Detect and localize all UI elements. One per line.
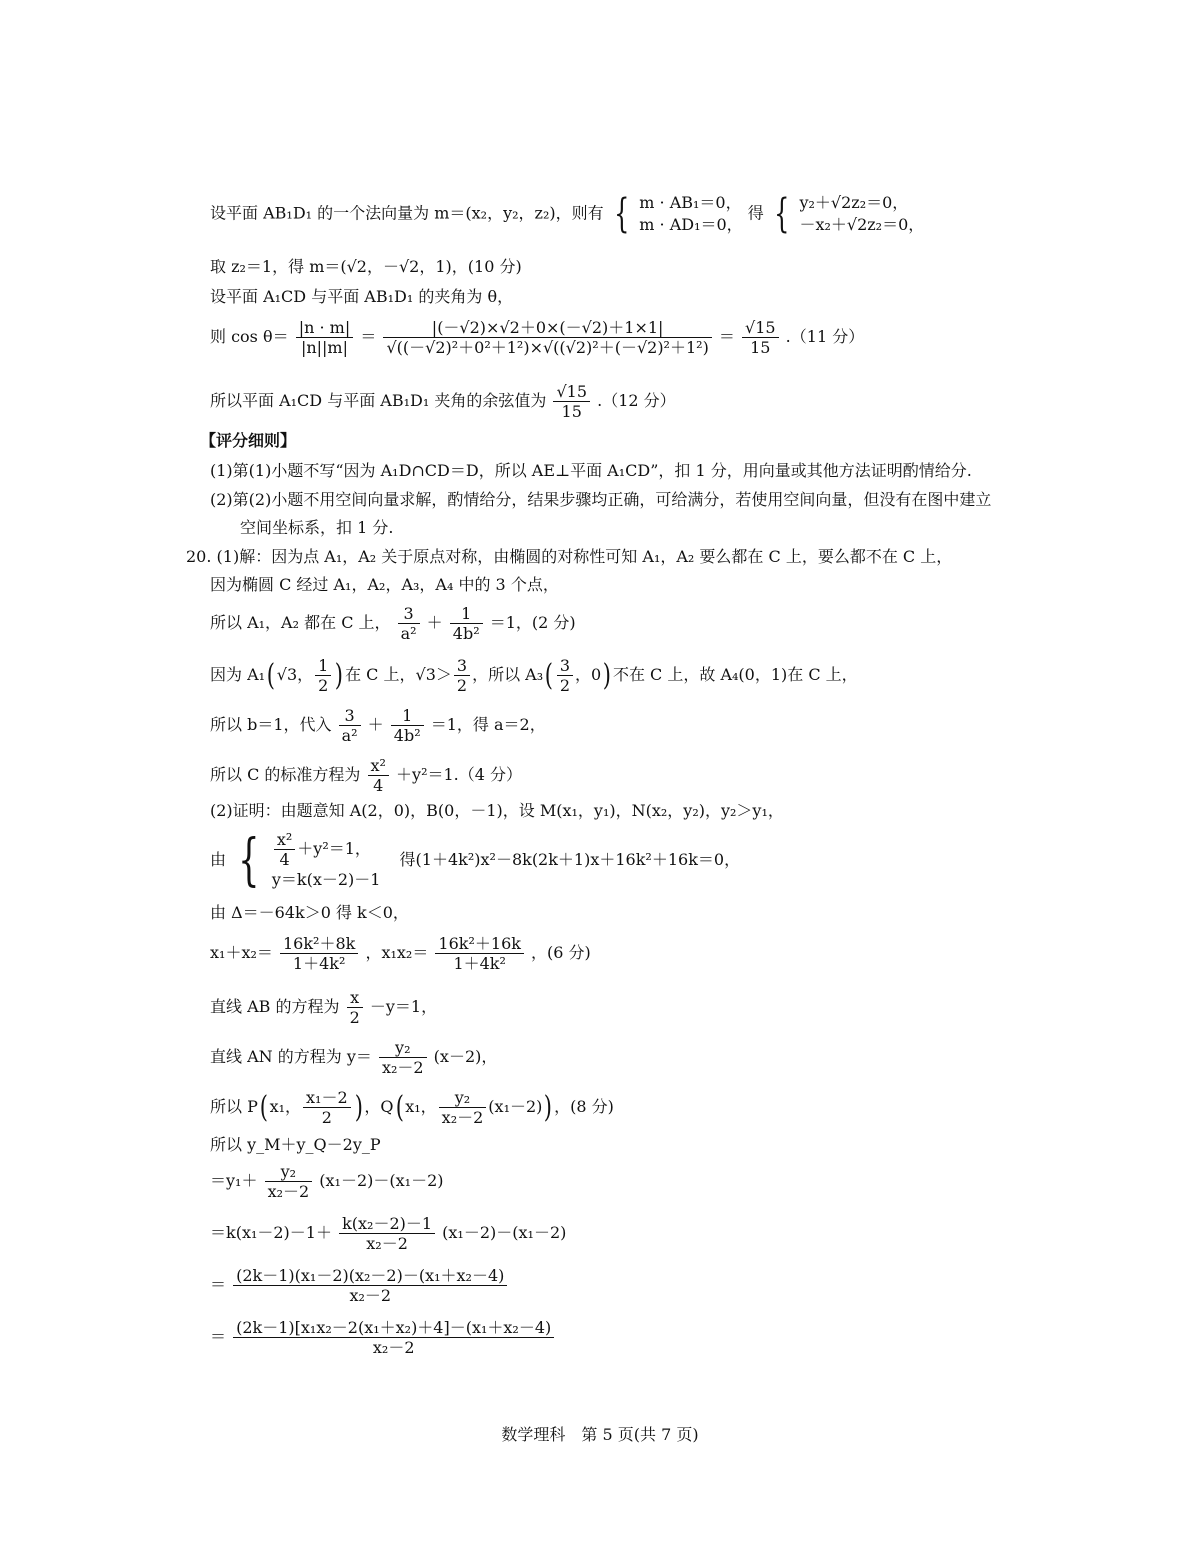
fraction (339, 1214, 435, 1253)
fraction (347, 988, 363, 1027)
equation (272, 830, 381, 869)
text: ＝k(x₁－2)－1＋ (210, 1223, 332, 1242)
text: √3， (276, 665, 314, 684)
paren: ) (544, 1089, 553, 1125)
text: 直线 AN 的方程为 y＝ (210, 1047, 372, 1066)
q20-line: 所以 y_M＋y_Q－2y_P (210, 1135, 381, 1154)
text: ＝ (210, 1327, 227, 1346)
rubric-item: 空间坐标系，扣 1 分. (240, 518, 394, 537)
q20-line (210, 827, 741, 893)
denominator: 1＋4k² (292, 954, 346, 973)
fraction (280, 934, 358, 973)
text: ＋ (367, 715, 384, 734)
numerator: |(－√2)×√2＋0×(－√2)＋1×1| (383, 318, 711, 338)
fraction (454, 656, 470, 695)
q20-line (210, 934, 591, 973)
numerator: (2k－1)(x₁－2)(x₂－2)－(x₁＋x₂－4) (233, 1266, 507, 1286)
equation: －x₂＋√2z₂＝0， (799, 215, 925, 234)
equation: m · AD₁＝0， (639, 215, 743, 234)
text: ，Q (364, 1097, 394, 1116)
brace: { (238, 827, 260, 893)
q20-line (210, 604, 576, 643)
text: ，所以 A₃ (472, 665, 544, 684)
rubric-item: (2)第(2)小题不用空间向量求解，酌情给分，结果步骤均正确，可给满分，若使用空间向量，但没有在图中建立 (210, 490, 992, 509)
conclusion-line (210, 382, 676, 421)
text: ＝1，(2 分) (489, 613, 576, 632)
text: .（12 分） (597, 391, 676, 410)
numerator: x (347, 988, 363, 1008)
text: 由 (210, 850, 227, 869)
numerator: k(x₂－2)－1 (339, 1214, 435, 1234)
numerator: 16k²＋16k (435, 934, 524, 954)
q20-line (210, 1162, 444, 1201)
rubric-item: (1)第(1)小题不写“因为 A₁D∩CD＝D，所以 AE⊥平面 A₁CD”，扣 1 分，用向量或其他方法证明酌情给分. (210, 461, 972, 480)
text: ，0 (575, 665, 602, 684)
text: ＋y²＝1.（4 分） (396, 765, 523, 784)
paren: ( (259, 1089, 268, 1125)
text: ＝ (360, 327, 377, 346)
text: ＋ (426, 613, 443, 632)
text: 在 C 上，√3＞ (345, 665, 452, 684)
text: ＝ (718, 327, 735, 346)
numerator: x² (274, 830, 295, 850)
text: .（11 分） (785, 327, 865, 346)
paren: ( (544, 657, 554, 693)
text: 则 cos θ＝ (210, 327, 289, 346)
q20-line: 由 Δ＝－64k＞0 得 k＜0， (210, 903, 409, 922)
text: 因为 A₁ (210, 665, 266, 684)
numerator: y₂ (265, 1162, 313, 1182)
paren: ) (354, 1089, 363, 1125)
fraction (233, 1318, 554, 1357)
denominator: x₂－2 (267, 1182, 310, 1201)
denominator: a² (341, 726, 358, 745)
fraction (296, 318, 354, 357)
denominator: 4b² (452, 624, 480, 643)
numerator: √15 (553, 382, 590, 402)
fraction (303, 1088, 351, 1127)
equation-system (272, 830, 381, 891)
denominator: 2 (318, 676, 329, 695)
denominator: a² (400, 624, 417, 643)
q20-line (210, 1266, 509, 1305)
denominator: 2 (456, 676, 468, 695)
fraction (439, 1088, 487, 1127)
numerator: y₂ (379, 1038, 427, 1058)
text: 得 (747, 203, 764, 223)
normal-vector-line (210, 192, 924, 236)
numerator: x² (368, 756, 389, 776)
fraction (265, 1162, 313, 1201)
text: 所以 P (210, 1097, 258, 1116)
text-line: 设平面 A₁CD 与平面 AB₁D₁ 的夹角为 θ， (210, 287, 514, 306)
text: 所以 b＝1，代入 (210, 715, 332, 734)
denominator: 4 (279, 850, 290, 869)
q20-line (210, 1088, 614, 1127)
fraction (435, 934, 524, 973)
denominator: 4b² (393, 726, 421, 745)
denominator: 2 (349, 1008, 360, 1027)
brace: { (613, 191, 630, 237)
text: 所以 A₁，A₂ 都在 C 上， (210, 613, 391, 632)
denominator: x₂－2 (349, 1286, 392, 1305)
brace: { (773, 191, 790, 237)
q20-line (210, 1214, 566, 1253)
text: x₁， (405, 1097, 437, 1116)
fraction (553, 382, 590, 421)
denominator: √((－√2)²＋0²＋1²)×√((√2)²＋(－√2)²＋1²) (386, 338, 709, 357)
numerator: 3 (557, 656, 573, 676)
fraction (379, 1038, 427, 1077)
text: －y＝1， (369, 997, 438, 1016)
q20-line: (2)证明：由题意知 A(2，0)，B(0，－1)，设 M(x₁，y₁)，N(x₂，y₂)，y₂＞y₁， (210, 801, 784, 820)
fraction (557, 656, 573, 695)
equation: y＝k(x－2)－1 (271, 870, 381, 889)
denominator: 4 (373, 776, 384, 795)
equation-system (799, 192, 924, 236)
numerator: y₂ (439, 1088, 487, 1108)
text: (x－2)， (433, 1047, 498, 1066)
text: 不在 C 上，故 A₄(0，1)在 C 上， (612, 665, 858, 684)
equation-system (639, 192, 742, 236)
q20-line (210, 988, 437, 1027)
denominator: x₂－2 (441, 1108, 484, 1127)
text: ＝ (210, 1275, 227, 1294)
q20-line (210, 656, 858, 695)
q20-line: 因为椭圆 C 经过 A₁，A₂，A₃，A₄ 中的 3 个点， (210, 575, 559, 594)
text: ，x₁x₂＝ (365, 943, 429, 962)
text-line: 取 z₂＝1，得 m＝(√2，－√2，1)，(10 分) (210, 257, 522, 276)
paren: ) (602, 657, 612, 693)
denominator: 1＋4k² (453, 954, 506, 973)
text: 所以平面 A₁CD 与平面 AB₁D₁ 夹角的余弦值为 (210, 391, 547, 410)
fraction (450, 604, 483, 643)
text: ＋y²＝1， (297, 839, 371, 858)
text: ，(6 分) (531, 943, 591, 962)
text: x₁＋x₂＝ (210, 943, 273, 962)
numerator: 16k²＋8k (280, 934, 358, 954)
fraction (368, 756, 389, 795)
q20-line (210, 1318, 556, 1357)
denominator: x₂－2 (366, 1234, 408, 1253)
denominator: 2 (559, 676, 571, 695)
rubric-title: 【评分细则】 (200, 431, 297, 450)
text: (x₁－2)－(x₁－2) (319, 1171, 444, 1190)
q20-line (210, 706, 546, 745)
numerator: 3 (454, 656, 470, 676)
text: 所以 C 的标准方程为 (210, 765, 361, 784)
text: ，(8 分) (554, 1097, 614, 1116)
fraction (383, 318, 711, 357)
equation: y₂＋√2z₂＝0， (799, 193, 909, 212)
text: (x₁－2) (488, 1097, 543, 1116)
text: (x₁－2)－(x₁－2) (442, 1223, 567, 1242)
fraction (274, 830, 295, 869)
paren: ( (395, 1089, 404, 1125)
text: 设平面 AB₁D₁ 的一个法向量为 m＝(x₂，y₂，z₂)，则有 (210, 203, 604, 223)
page-footer: 数学理科 第 5 页(共 7 页) (501, 1425, 699, 1444)
numerator: 3 (398, 604, 420, 624)
text: 得(1＋4k²)x²－8k(2k＋1)x＋16k²＋16k＝0， (399, 850, 741, 869)
q20-line (210, 1038, 497, 1077)
paren: ( (266, 657, 276, 693)
numerator: |n · m| (296, 318, 354, 338)
q20-line: 20. (1)解：因为点 A₁，A₂ 关于原点对称，由椭圆的对称性可知 A₁，A₂ 要么都在 C 上，要么都不在 C 上， (186, 547, 953, 566)
denominator: 15 (561, 402, 582, 421)
numerator: 1 (315, 656, 331, 676)
fraction (233, 1266, 507, 1305)
numerator: 3 (339, 706, 361, 726)
fraction (339, 706, 361, 745)
numerator: 1 (391, 706, 424, 726)
denominator: x₂－2 (372, 1338, 415, 1357)
equation: m · AB₁＝0， (639, 193, 742, 212)
text: ＝1，得 a＝2， (430, 715, 546, 734)
fraction (398, 604, 420, 643)
q20-line (210, 756, 522, 795)
denominator: x₂－2 (381, 1058, 424, 1077)
paren: ) (335, 657, 344, 693)
cos-formula-line (210, 318, 864, 357)
denominator: |n||m| (300, 338, 348, 357)
numerator: (2k－1)[x₁x₂－2(x₁＋x₂)＋4]－(x₁＋x₂－4) (233, 1318, 554, 1338)
text: 直线 AB 的方程为 (210, 997, 340, 1016)
denominator: 15 (750, 338, 771, 357)
text: ＝y₁＋ (210, 1171, 258, 1190)
fraction (315, 656, 331, 695)
fraction (391, 706, 424, 745)
denominator: 2 (321, 1108, 332, 1127)
numerator: √15 (742, 318, 779, 338)
numerator: 1 (450, 604, 483, 624)
numerator: x₁－2 (303, 1088, 351, 1108)
fraction (742, 318, 779, 357)
text: x₁， (269, 1097, 302, 1116)
